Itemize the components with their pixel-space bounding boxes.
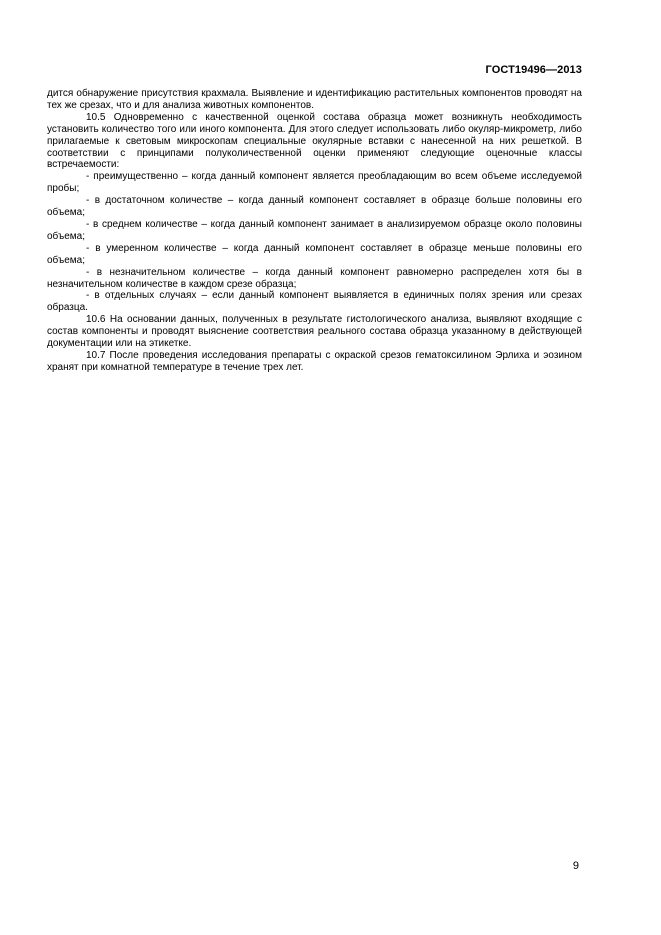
list-item-isolated: - в отдельных случаях – если данный компонент выявляется в единичных полях зрения или срезах образца.: [47, 290, 582, 314]
document-code: ГОСТ19496—2013: [485, 64, 582, 76]
paragraph-10-6: 10.6 На основании данных, полученных в результате гистологического анализа, выявляют входящие с состав компоненты и проводят выяснение соответствия реального состава образца указанному в действующей документации или на этикетке.: [47, 314, 582, 350]
paragraph-10-7: 10.7 После проведения исследования препараты с окраской срезов гематоксилином Эрлиха и эозином хранят при комнатной температуре в течение трех лет.: [47, 349, 582, 373]
document-body: [47, 88, 582, 374]
paragraph-continuation: дится обнаружение присутствия крахмала. Выявление и идентификацию растительных компонентов проводят на тех же срезах, что и для анализа животных компонентов.: [47, 88, 582, 111]
list-item-insignificant: - в незначительном количестве – когда данный компонент равномерно распределен хотя бы в незначительном количестве в каждом срезе образца;: [47, 266, 582, 290]
page-number: 9: [572, 860, 579, 872]
list-item-average: - в среднем количестве – когда данный компонент занимает в анализируемом образце около половины объема;: [47, 218, 582, 242]
list-item-predominantly: - преимущественно – когда данный компонент является преобладающим во всем объеме исследуемой пробы;: [47, 171, 582, 195]
list-item-sufficient: - в достаточном количестве – когда данный компонент составляет в образце больше половины его объема;: [47, 195, 582, 219]
paragraph-10-5: 10.5 Одновременно с качественной оценкой состава образца может возникнуть необходимость установить количество того или иного компонента. Для этого следует использовать либо окуляр-микрометр, либо прилагаемые к световым микроскопам специальные окулярные вставки с нанесенной на них решеткой. В соответствии с принципами полуколичественной оценки применяют следующие оценочные классы встречаемости:: [47, 111, 582, 171]
list-item-moderate: - в умеренном количестве – когда данный компонент составляет в образце меньше половины его объема;: [47, 242, 582, 266]
